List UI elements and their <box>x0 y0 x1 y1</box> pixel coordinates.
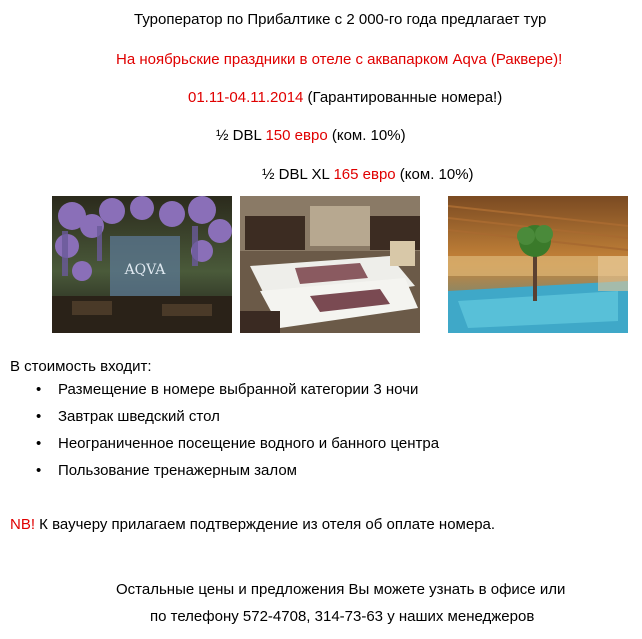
tour-dates-line <box>188 88 502 108</box>
list-item <box>32 461 439 488</box>
list-item-text: Пользование тренажерным залом <box>58 462 297 479</box>
photo-hotel-room <box>240 196 420 333</box>
bullet-icon: • <box>36 435 42 452</box>
price-dbl <box>216 126 406 146</box>
footer-line-2: по телефону 572-4708, 314-73-63 у наших менеджеров <box>150 608 535 625</box>
nb-label: NB! <box>10 516 36 533</box>
price-dbl-value: 150 евро <box>265 127 328 144</box>
nb-note <box>10 515 495 535</box>
includes-title: В стоимость входит: <box>10 358 152 375</box>
tour-title: На ноябрьские праздники в отеле с аквапарком Aqva (Раквере)! <box>116 51 563 68</box>
price-dbl-xl-label: ½ DBL XL <box>262 166 334 183</box>
price-dbl-xl <box>262 165 474 185</box>
list-item <box>32 380 439 407</box>
list-item <box>32 407 439 434</box>
tour-dates-note: (Гарантированные номера!) <box>303 89 503 106</box>
bullet-icon: • <box>36 462 42 479</box>
price-dbl-commission: (ком. 10%) <box>327 127 406 144</box>
price-dbl-xl-value: 165 евро <box>333 166 396 183</box>
includes-list <box>32 380 439 488</box>
price-dbl-label: ½ DBL <box>216 127 266 144</box>
tour-intro: Туроператор по Прибалтике с 2 000-го года предлагает тур <box>134 11 547 28</box>
bullet-icon: • <box>36 381 42 398</box>
nb-text: К ваучеру прилагаем подтверждение из отеля об оплате номера. <box>35 516 496 533</box>
photo-aqua-park <box>448 196 628 333</box>
bullet-icon: • <box>36 408 42 425</box>
list-item <box>32 434 439 461</box>
footer-line-1: Остальные цены и предложения Вы можете узнать в офисе или <box>116 581 566 598</box>
list-item-text: Завтрак шведский стол <box>58 408 220 425</box>
photo-hotel-lobby <box>52 196 232 333</box>
tour-dates: 01.11-04.11.2014 <box>188 89 304 106</box>
list-item-text: Размещение в номере выбранной категории 3 ночи <box>58 381 419 398</box>
price-dbl-xl-commission: (ком. 10%) <box>395 166 474 183</box>
hotel-sign-text: AQVA <box>124 262 166 278</box>
list-item-text: Неограниченное посещение водного и банного центра <box>58 435 440 452</box>
